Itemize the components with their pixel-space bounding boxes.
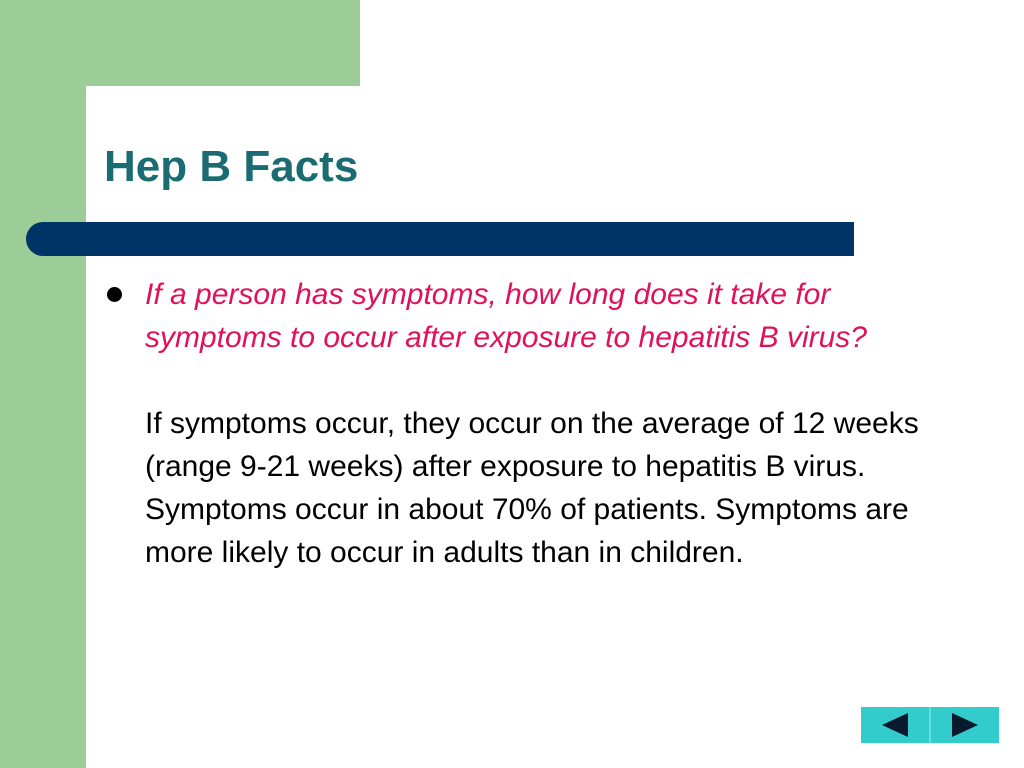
sidebar-decoration [0,0,86,768]
bullet-answer: If symptoms occur, they occur on the average of 12 weeks (range 9-21 weeks) after exposure to hepatitis B virus. Symptoms occur in about 70% of patients. Symptoms are more likely to occur in adults than in children. [145,407,919,569]
previous-slide-button[interactable] [861,707,929,743]
slide-navigation [861,707,999,743]
title-divider [26,222,854,256]
bullet-icon [107,287,122,302]
top-decoration [0,0,360,86]
slide-title: Hep B Facts [104,142,359,191]
bullet-question: If a person has symptoms, how long does it take for symptoms to occur after exposure to hepatitis B virus? [145,278,867,354]
triangle-right-icon [952,713,978,737]
triangle-left-icon [882,713,908,737]
next-slide-button[interactable] [929,707,999,743]
